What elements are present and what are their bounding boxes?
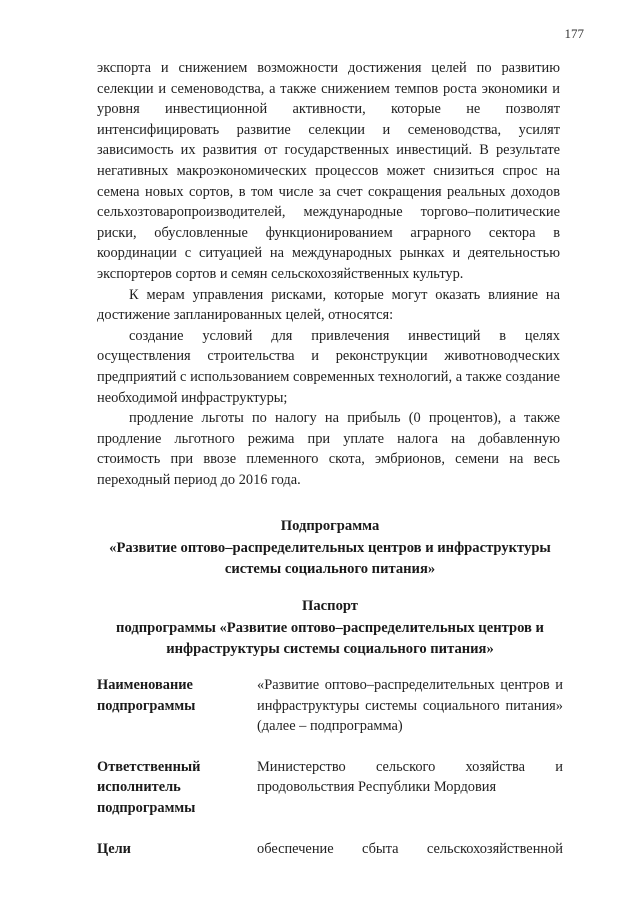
passport-row-executor	[97, 757, 563, 819]
subprogram-name-line1: «Развитие оптово–распределительных центров и инфраструктуры	[109, 539, 551, 556]
subprogram-name-line2: системы социального питания»	[224, 561, 436, 577]
page-number: 177	[564, 26, 584, 41]
subprogram-title: Подпрограмма	[280, 518, 380, 534]
passport-value-goals: обеспечение сбыта сельскохозяйственной	[257, 840, 563, 857]
passport-subtitle-line2: инфраструктуры системы социального питания»	[166, 641, 494, 657]
paragraph-risks: экспорта и снижением возможности достижения целей по развитию селекции и семеноводства, а также снижением темпов роста экономики и уровня инвестиционной активности, которые не позволят интенсифицировать развитие селекции и семеноводства, усилят зависимость их развития от государственных инвестиций. В результате негативных макроэкономических процессов может снизиться спрос на семена новых сортов, в том числе за счет сокращения реальных доходов сельхозтоваропроизводителей, международные торгово–политические риски, обусловленные функционированием аграрного сектора в координации с ситуацией на международных рынках и деятельностью экспортеров сортов и семян сельскохозяйственных культур.	[97, 60, 560, 282]
passport-heading	[97, 596, 563, 661]
passport-title: Паспорт	[302, 598, 358, 614]
passport-value-executor: Министерство сельского хозяйства и продовольствия Республики Мордовия	[257, 758, 563, 796]
passport-label-executor: Ответственный исполнитель подпрограммы	[97, 758, 201, 816]
passport-subtitle-line1: подпрограммы «Развитие оптово–распределительных центров и	[116, 619, 544, 636]
passport-label-name: Наименование подпрограммы	[97, 677, 196, 714]
subprogram-heading	[97, 516, 563, 581]
passport-value-name: «Развитие оптово–распределительных центров и инфраструктуры системы социального питания» (далее – подпрограмма)	[257, 677, 563, 735]
body-text	[97, 58, 560, 490]
passport-table	[97, 675, 563, 879]
passport-row-goals	[97, 839, 563, 860]
passport-label-goals: Цели	[97, 840, 131, 857]
paragraph-tax-benefits: продление льготы по налогу на прибыль (0 процентов), а также продление льготного режима при уплате налога на добавленную стоимость при ввозе племенного скота, эмбрионов, семени на весь переходный период до 2016 года.	[97, 410, 560, 488]
paragraph-risk-measures-intro: К мерам управления рисками, которые могут оказать влияние на достижение запланированных целей, относятся:	[97, 286, 560, 324]
paragraph-investment-conditions: создание условий для привлечения инвестиций в целях осуществления строительства и реконструкции животноводческих предприятий с использованием современных технологий, а также создание необходимой инфраструктуры;	[97, 327, 560, 406]
passport-row-name	[97, 675, 563, 737]
